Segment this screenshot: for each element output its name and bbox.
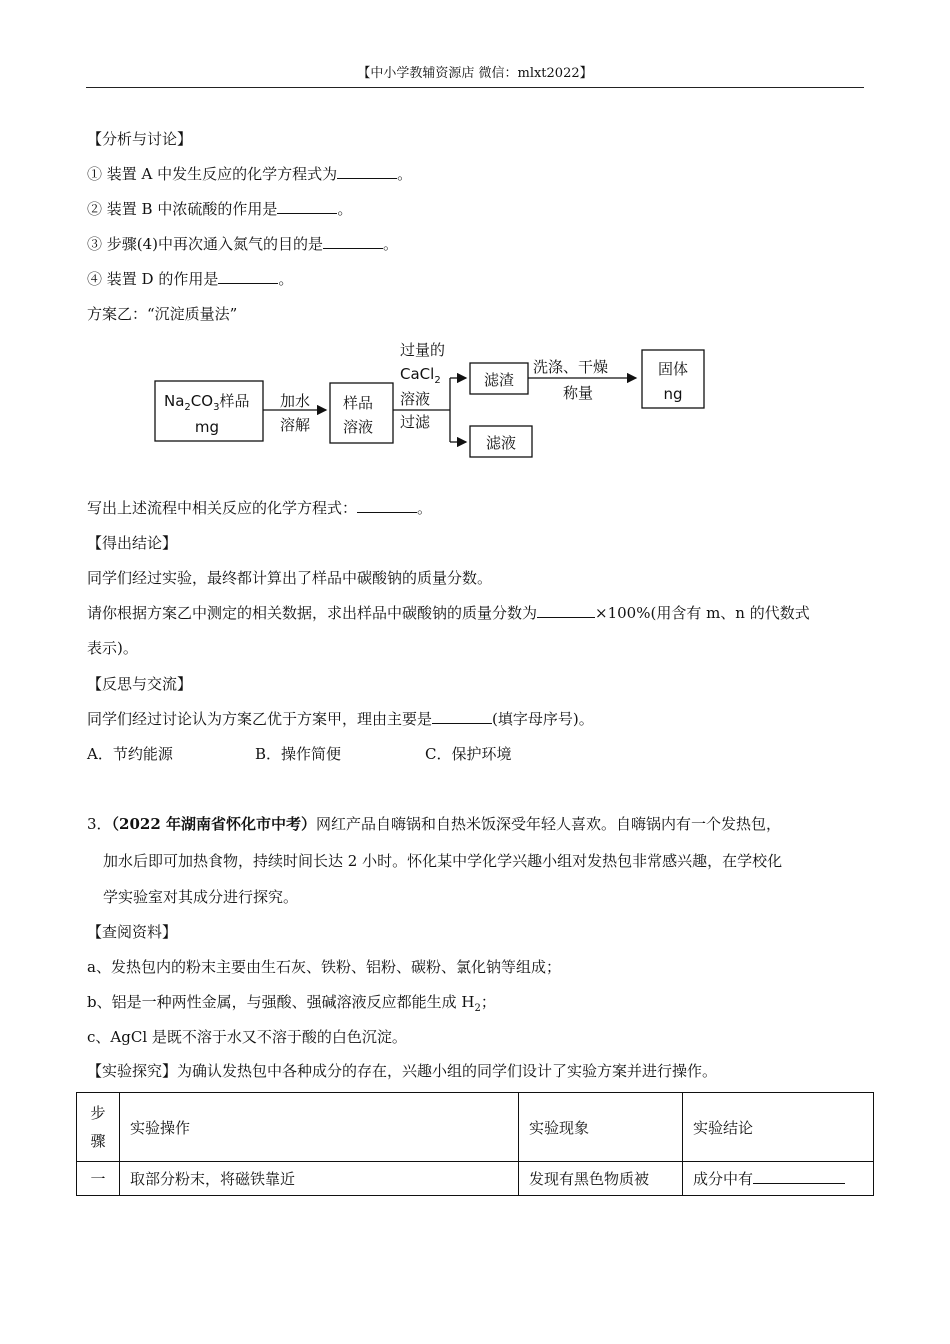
answer-blank[interactable] — [337, 178, 397, 179]
conclusion-line-2: 请你根据方案乙中测定的相关数据，求出样品中碳酸钠的质量分数为 ×100%(用含有 m、n 的代数式 — [87, 604, 810, 622]
plan-b-title: 方案乙：“沉淀质量法” — [87, 305, 238, 323]
answer-blank[interactable] — [323, 248, 383, 249]
row-conclusion: 成分中有 — [683, 1162, 874, 1196]
answer-blank[interactable] — [218, 283, 278, 284]
header-step: 步 骤 — [77, 1093, 120, 1162]
analysis-question-3: ③ 步骤(4)中再次通入氮气的目的是 。 — [87, 235, 399, 253]
step-wash-dry: 洗涤、干燥 — [533, 358, 609, 376]
row-operation: 取部分粉末，将磁铁靠近 — [120, 1162, 519, 1196]
option-a[interactable]: A．节约能源 — [87, 745, 173, 763]
residue-label: 滤渣 — [483, 371, 515, 389]
answer-blank[interactable] — [432, 723, 492, 724]
conclusion-line-1: 同学们经过实验，最终都计算出了样品中碳酸钠的质量分数。 — [87, 569, 493, 587]
reference-c: c、AgCl 是既不溶于水又不溶于酸的白色沉淀。 — [87, 1028, 407, 1046]
answer-blank[interactable] — [277, 213, 337, 214]
header-operation: 实验操作 — [120, 1093, 519, 1162]
step-add-water: 加水 — [280, 392, 311, 410]
reference-b: b、铝是一种两性金属，与强酸、强碱溶液反应都能生成 $H_2$； — [87, 993, 496, 1014]
table-header-row — [77, 1093, 874, 1162]
question-3-line-3: 学实验室对其成分进行探究。 — [103, 888, 299, 906]
solution-label-a: 样品 — [343, 394, 374, 412]
analysis-heading: 【分析与讨论】 — [87, 130, 193, 148]
reagent-cacl2: CaCl$_2$ — [400, 365, 441, 386]
analysis-question-4: ④ 装置 D 的作用是 。 — [87, 270, 294, 288]
conclusion-line-3: 表示)。 — [87, 639, 138, 657]
table-row — [77, 1162, 874, 1196]
reference-a: a、发热包内的粉末主要由生石灰、铁粉、铝粉、碳粉、氯化钠等组成； — [87, 958, 561, 976]
solution-label-b: 溶液 — [343, 418, 374, 436]
step-filter: 过滤 — [400, 413, 431, 431]
answer-blank[interactable] — [753, 1183, 845, 1184]
row-step: 一 — [77, 1162, 120, 1196]
step-weigh: 称量 — [562, 384, 594, 402]
option-c[interactable]: C．保护环境 — [425, 745, 512, 763]
equation-prompt: 写出上述流程中相关反应的化学方程式： 。 — [87, 499, 433, 517]
option-b[interactable]: B．操作简便 — [255, 745, 342, 763]
filtrate-label: 滤液 — [485, 434, 517, 452]
conclusion-heading: 【得出结论】 — [87, 534, 178, 552]
sample-mass: mg — [194, 418, 220, 436]
explore-intro: 【实验探究】为确认发热包中各种成分的存在，兴趣小组的同学们设计了实验方案并进行操作。 — [87, 1062, 718, 1080]
reference-heading: 【查阅资料】 — [87, 923, 178, 941]
sample-formula-label: $Na_2CO_3$样品 — [164, 392, 250, 413]
reflection-heading: 【反思与交流】 — [87, 675, 193, 693]
solid-mass: ng — [663, 385, 683, 403]
header-phenomenon: 实验现象 — [519, 1093, 683, 1162]
header-conclusion: 实验结论 — [683, 1093, 874, 1162]
reagent-excess: 过量的 — [400, 341, 446, 359]
page-header: 【中小学教辅资源店 微信：mlxt2022】 — [86, 62, 864, 88]
reflection-line-1: 同学们经过讨论认为方案乙优于方案甲，理由主要是 (填字母序号)。 — [87, 710, 594, 728]
question-3-line-1: 3．（2022 年湖南省怀化市中考）网红产品自嗨锅和自热米饭深受年轻人喜欢。自嗨锅内有一个发热包， — [87, 815, 782, 833]
solid-label: 固体 — [657, 360, 689, 378]
question-3-line-2: 加水后即可加热食物，持续时间长达 2 小时。怀化某中学化学兴趣小组对发热包非常感兴趣，在学校化 — [103, 852, 783, 870]
precipitation-flowchart — [150, 336, 710, 466]
experiment-table — [76, 1092, 874, 1196]
analysis-question-1: ① 装置 A 中发生反应的化学方程式为 。 — [87, 165, 413, 183]
step-dissolve: 溶解 — [280, 416, 311, 434]
analysis-question-2: ② 装置 B 中浓硫酸的作用是 。 — [87, 200, 353, 218]
row-phenomenon: 发现有黑色物质被 — [519, 1162, 683, 1196]
answer-blank[interactable] — [357, 512, 417, 513]
answer-blank[interactable] — [537, 617, 595, 618]
reagent-solution: 溶液 — [400, 390, 431, 408]
